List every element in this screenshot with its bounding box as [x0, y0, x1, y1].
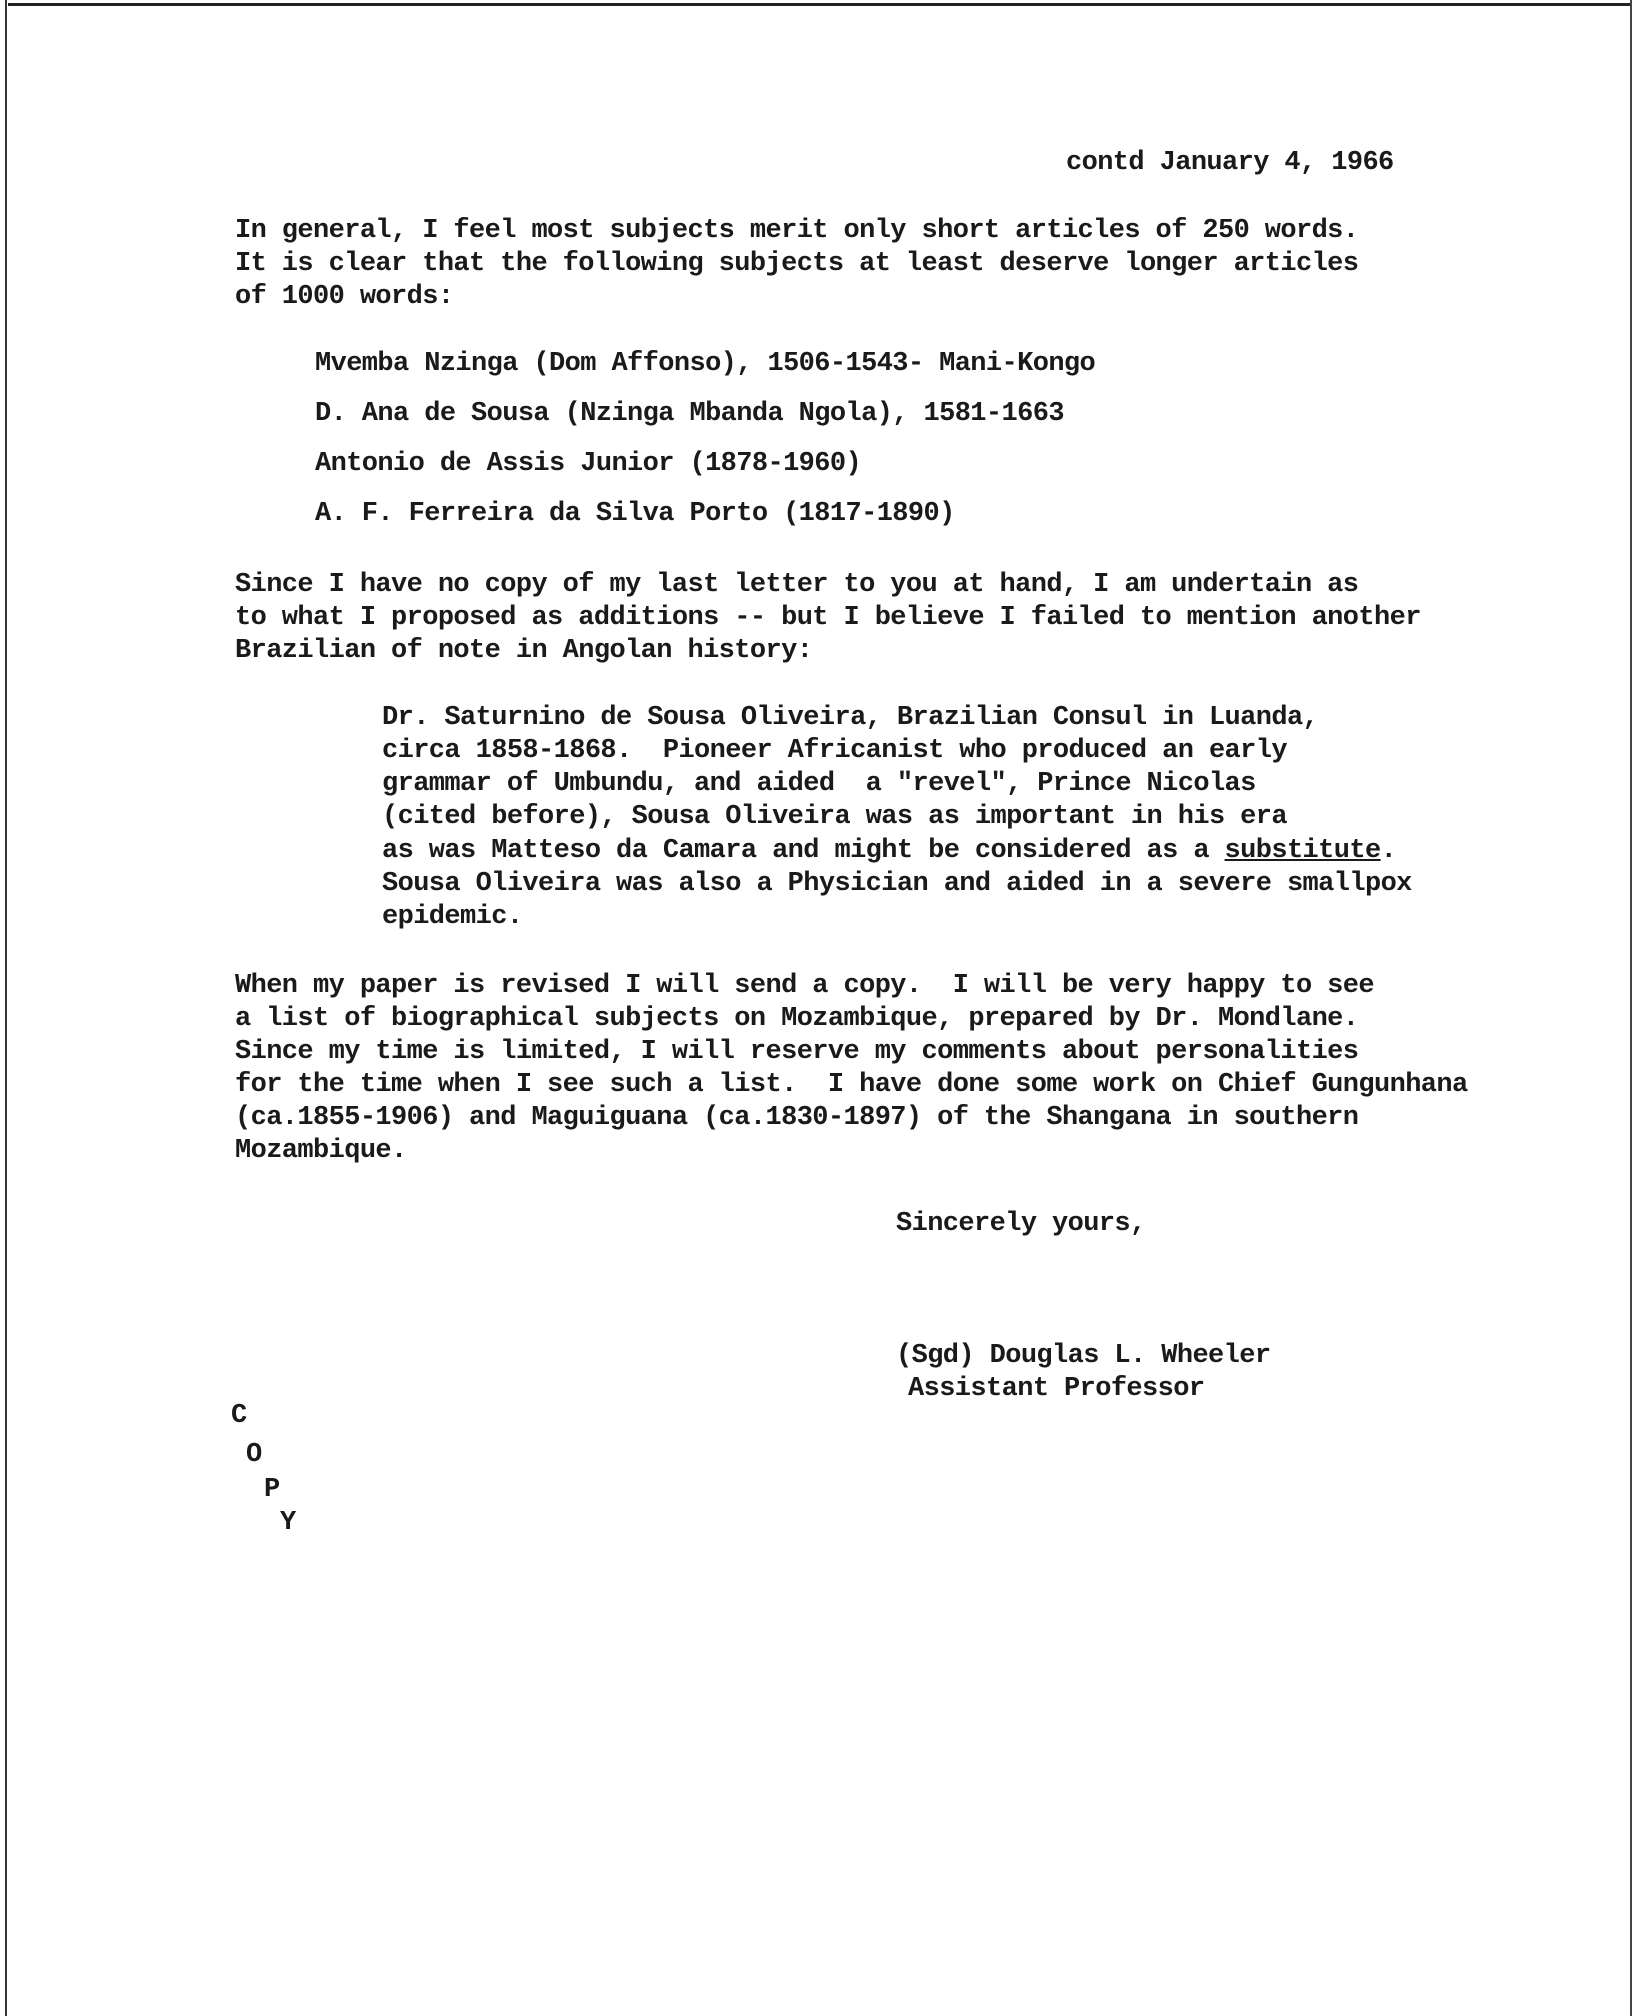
page-left-edge [5, 0, 7, 2016]
quote-line-7: epidemic. [382, 902, 523, 932]
paragraph-3-line-3: Since my time is limited, I will reserve my comments about personalities [235, 1037, 1359, 1067]
salutation: Sincerely yours, [896, 1209, 1146, 1239]
quote-line-2: circa 1858-1868. Pioneer Africanist who produced an early [382, 736, 1287, 766]
quote-line-3: grammar of Umbundu, and aided a "revel", Prince Nicolas [382, 769, 1256, 799]
paragraph-2-line-1: Since I have no copy of my last letter to you at hand, I am undertain as [235, 570, 1359, 600]
page-top-edge [8, 3, 1632, 6]
subject-entry: D. Ana de Sousa (Nzinga Mbanda Ngola), 1581-1663 [315, 399, 1064, 429]
quote-line-5-end: . [1380, 836, 1397, 866]
paragraph-1-line-1: In general, I feel most subjects merit only short articles of 250 words. [235, 216, 1359, 246]
copy-mark-letter: P [264, 1475, 281, 1505]
paragraph-2-line-3: Brazilian of note in Angolan history: [235, 636, 813, 666]
letter-date: contd January 4, 1966 [1066, 148, 1394, 178]
quote-line-5 [382, 834, 1396, 868]
copy-mark-letter: O [246, 1440, 263, 1470]
quote-line-5-text: as was Matteso da Camara and might be considered as a [382, 836, 1225, 866]
paragraph-3-line-4: for the time when I see such a list. I have done some work on Chief Gungunhana [235, 1070, 1468, 1100]
quote-line-1: Dr. Saturnino de Sousa Oliveira, Brazilian Consul in Luanda, [382, 703, 1319, 733]
paragraph-3-line-1: When my paper is revised I will send a copy. I will be very happy to see [235, 971, 1374, 1001]
signer-title: Assistant Professor [908, 1374, 1205, 1404]
quote-line-6: Sousa Oliveira was also a Physician and aided in a severe smallpox [382, 869, 1412, 899]
paragraph-1-line-3: of 1000 words: [235, 282, 454, 312]
paragraph-3-line-5: (ca.1855-1906) and Maguiguana (ca.1830-1897) of the Shangana in southern [235, 1103, 1359, 1133]
paragraph-1-line-2: It is clear that the following subjects at least deserve longer articles [235, 249, 1359, 279]
paragraph-3-line-2: a list of biographical subjects on Mozambique, prepared by Dr. Mondlane. [235, 1004, 1359, 1034]
paragraph-2-line-2: to what I proposed as additions -- but I believe I failed to mention another [235, 603, 1421, 633]
underlined-word: substitute [1224, 836, 1381, 866]
copy-mark-letter: Y [280, 1508, 297, 1538]
subject-entry: A. F. Ferreira da Silva Porto (1817-1890) [315, 499, 955, 529]
copy-mark-letter: C [231, 1401, 248, 1431]
subject-entry: Antonio de Assis Junior (1878-1960) [315, 449, 862, 479]
quote-line-4: (cited before), Sousa Oliveira was as important in his era [382, 802, 1287, 832]
paragraph-3-line-6: Mozambique. [235, 1136, 407, 1166]
signature: (Sgd) Douglas L. Wheeler [896, 1341, 1271, 1371]
subject-entry: Mvemba Nzinga (Dom Affonso), 1506-1543- Mani-Kongo [315, 349, 1096, 379]
